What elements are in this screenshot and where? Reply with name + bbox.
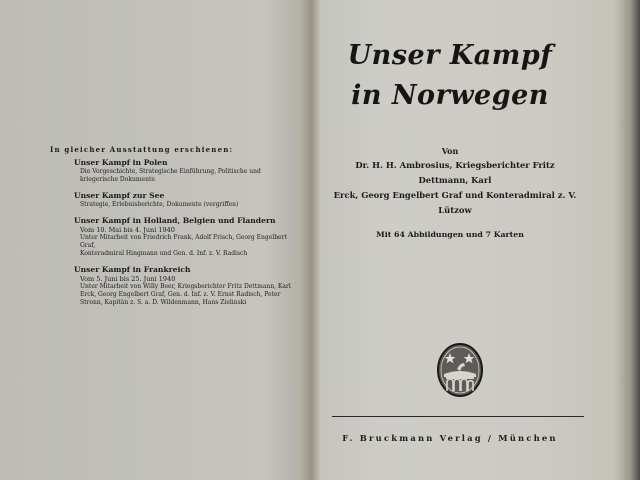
publisher-imprint: F. Bruckmann Verlag / München	[342, 433, 558, 443]
series-entry-see	[74, 191, 300, 209]
entry-title: Unser Kampf in Holland, Belgien und Flandern	[74, 216, 276, 225]
entry-title: Unser Kampf in Frankreich	[74, 265, 191, 274]
authors	[330, 158, 580, 218]
divider-rule	[332, 416, 584, 417]
authors-line-1: Dr. H. H. Ambrosius, Kriegsberichter Fritz Dettmann, Karl	[355, 160, 555, 185]
series-entry-polen	[74, 158, 300, 184]
entry-line: Unter Mitarbeit von Willy Beer, Kriegsberichter Fritz Dettmann, Karl	[80, 283, 291, 290]
series-list	[50, 145, 300, 314]
illustrations-note: Mit 64 Abbildungen und 7 Karten	[376, 230, 524, 239]
by-label: Von	[441, 146, 459, 156]
entry-line: Erck, Georg Engelbert Graf, Gen. d. Inf. z. V. Ernst Radisch, Peter	[80, 291, 281, 298]
entry-line: kriegerische Dokumente	[80, 176, 155, 183]
series-entry-holland	[74, 216, 300, 258]
entry-date: Vom 10. Mai bis 4. Juni 1940	[80, 226, 175, 234]
entry-line: Die Vorgeschichte, Strategische Einführung, Politische und	[80, 168, 261, 175]
series-list-heading: In gleicher Ausstattung erschienen:	[50, 145, 234, 154]
publisher-emblem-icon	[437, 343, 483, 397]
entry-title: Unser Kampf in Polen	[74, 158, 168, 167]
entry-line: Unter Mitarbeit von Friedrich Frank, Adolf Frisch, Georg Engelbert Graf,	[80, 234, 287, 249]
entry-date: Vom 5. Juni bis 25. Juni 1940	[80, 275, 176, 283]
entry-line: Stronn, Kapitän z. S. a. D. Wildenmann, Hans Zielinski	[80, 299, 247, 306]
left-page	[0, 0, 300, 480]
book-title-line-2: in Norwegen	[351, 80, 549, 111]
book-gutter	[300, 0, 322, 480]
series-entry-frankreich	[74, 265, 300, 307]
book-title-line-1: Unser Kampf	[347, 40, 553, 71]
entry-line: Strategie, Erlebnisberichte, Dokumente (vergriffen)	[80, 201, 239, 208]
entry-line: Konteradmiral Hingmann und Gen. d. Inf. z. V. Radisch	[80, 250, 248, 257]
authors-line-2: Erck, Georg Engelbert Graf und Konteradmiral z. V. Lützow	[333, 190, 577, 215]
entry-title: Unser Kampf zur See	[74, 191, 165, 200]
